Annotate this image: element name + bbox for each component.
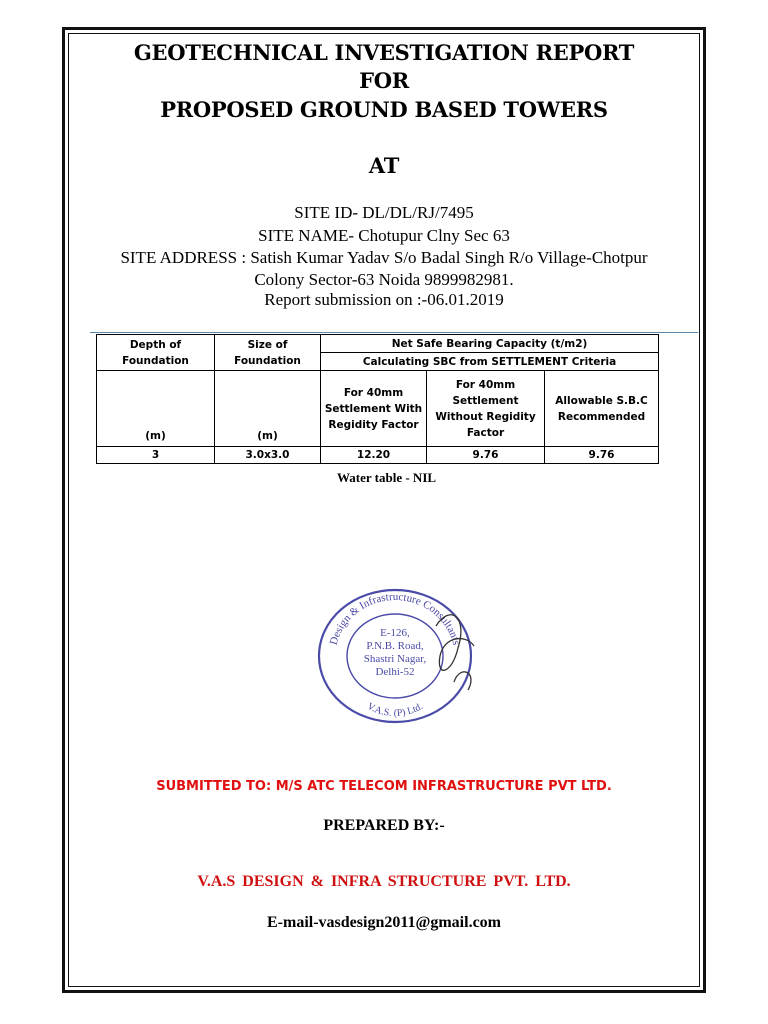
header-without-rigidity: For 40mm Settlement Without Regidity Factor — [427, 371, 545, 447]
report-submission-date: Report submission on :-06.01.2019 — [264, 290, 504, 309]
submitted-to: SUBMITTED TO: M/S ATC TELECOM INFRASTRUCTURE PVT LTD. — [156, 779, 612, 794]
site-address-line1: SITE ADDRESS : Satish Kumar Yadav S/o Badal Singh R/o Village-Chotpur — [120, 248, 648, 267]
report-title-line3: PROPOSED GROUND BASED TOWERS — [160, 97, 608, 122]
report-title-line4: AT — [368, 153, 400, 178]
seal-line1: E-126, — [380, 627, 410, 639]
seal-ring-bottom-text: V.A.S. (P) Ltd. — [365, 700, 425, 720]
prepared-by-label: PREPARED BY:- — [323, 817, 445, 834]
header-size-spacer — [215, 371, 321, 427]
seal-ring-text: Design & Infrastructure Consultants — [327, 590, 463, 647]
cell-depth: 3 — [97, 447, 215, 464]
header-allowable-sbc: Allowable S.B.C Recommended — [545, 371, 659, 447]
seal-line3: Shastri Nagar, — [363, 653, 427, 665]
cell-without-rigidity: 9.76 — [427, 447, 545, 464]
seal-line4: Delhi-52 — [375, 666, 415, 678]
header-size: Size of Foundation — [215, 335, 321, 371]
cell-size: 3.0x3.0 — [215, 447, 321, 464]
report-title-line2: FOR — [359, 68, 409, 93]
header-net-safe-bearing-capacity: Net Safe Bearing Capacity (t/m2) — [321, 335, 659, 353]
table-row — [97, 447, 659, 464]
header-depth: Depth of Foundation — [97, 335, 215, 371]
cell-allowable: 9.76 — [545, 447, 659, 464]
company-seal — [308, 586, 498, 726]
header-with-rigidity: For 40mm Settlement With Regidity Factor — [321, 371, 427, 447]
header-depth-spacer — [97, 371, 215, 427]
water-table-note: Water table - NIL — [337, 470, 437, 485]
company-name: V.A.S DESIGN & INFRA STRUCTURE PVT. LTD. — [197, 873, 571, 890]
cell-with-rigidity: 12.20 — [321, 447, 427, 464]
site-name: SITE NAME- Chotupur Clny Sec 63 — [258, 226, 510, 245]
seal-line2: P.N.B. Road, — [366, 640, 424, 652]
site-id: SITE ID- DL/DL/RJ/7495 — [294, 203, 474, 222]
depth-unit: (m) — [97, 427, 215, 447]
header-settlement-criteria: Calculating SBC from SETTLEMENT Criteria — [321, 353, 659, 371]
report-title-line1: GEOTECHNICAL INVESTIGATION REPORT — [133, 40, 635, 65]
contact-email: E-mail-vasdesign2011@gmail.com — [267, 914, 501, 931]
separator-rule — [90, 332, 698, 333]
site-address-line2: Colony Sector-63 Noida 9899982981. — [254, 270, 514, 289]
size-unit: (m) — [215, 427, 321, 447]
sbc-table — [96, 334, 659, 464]
